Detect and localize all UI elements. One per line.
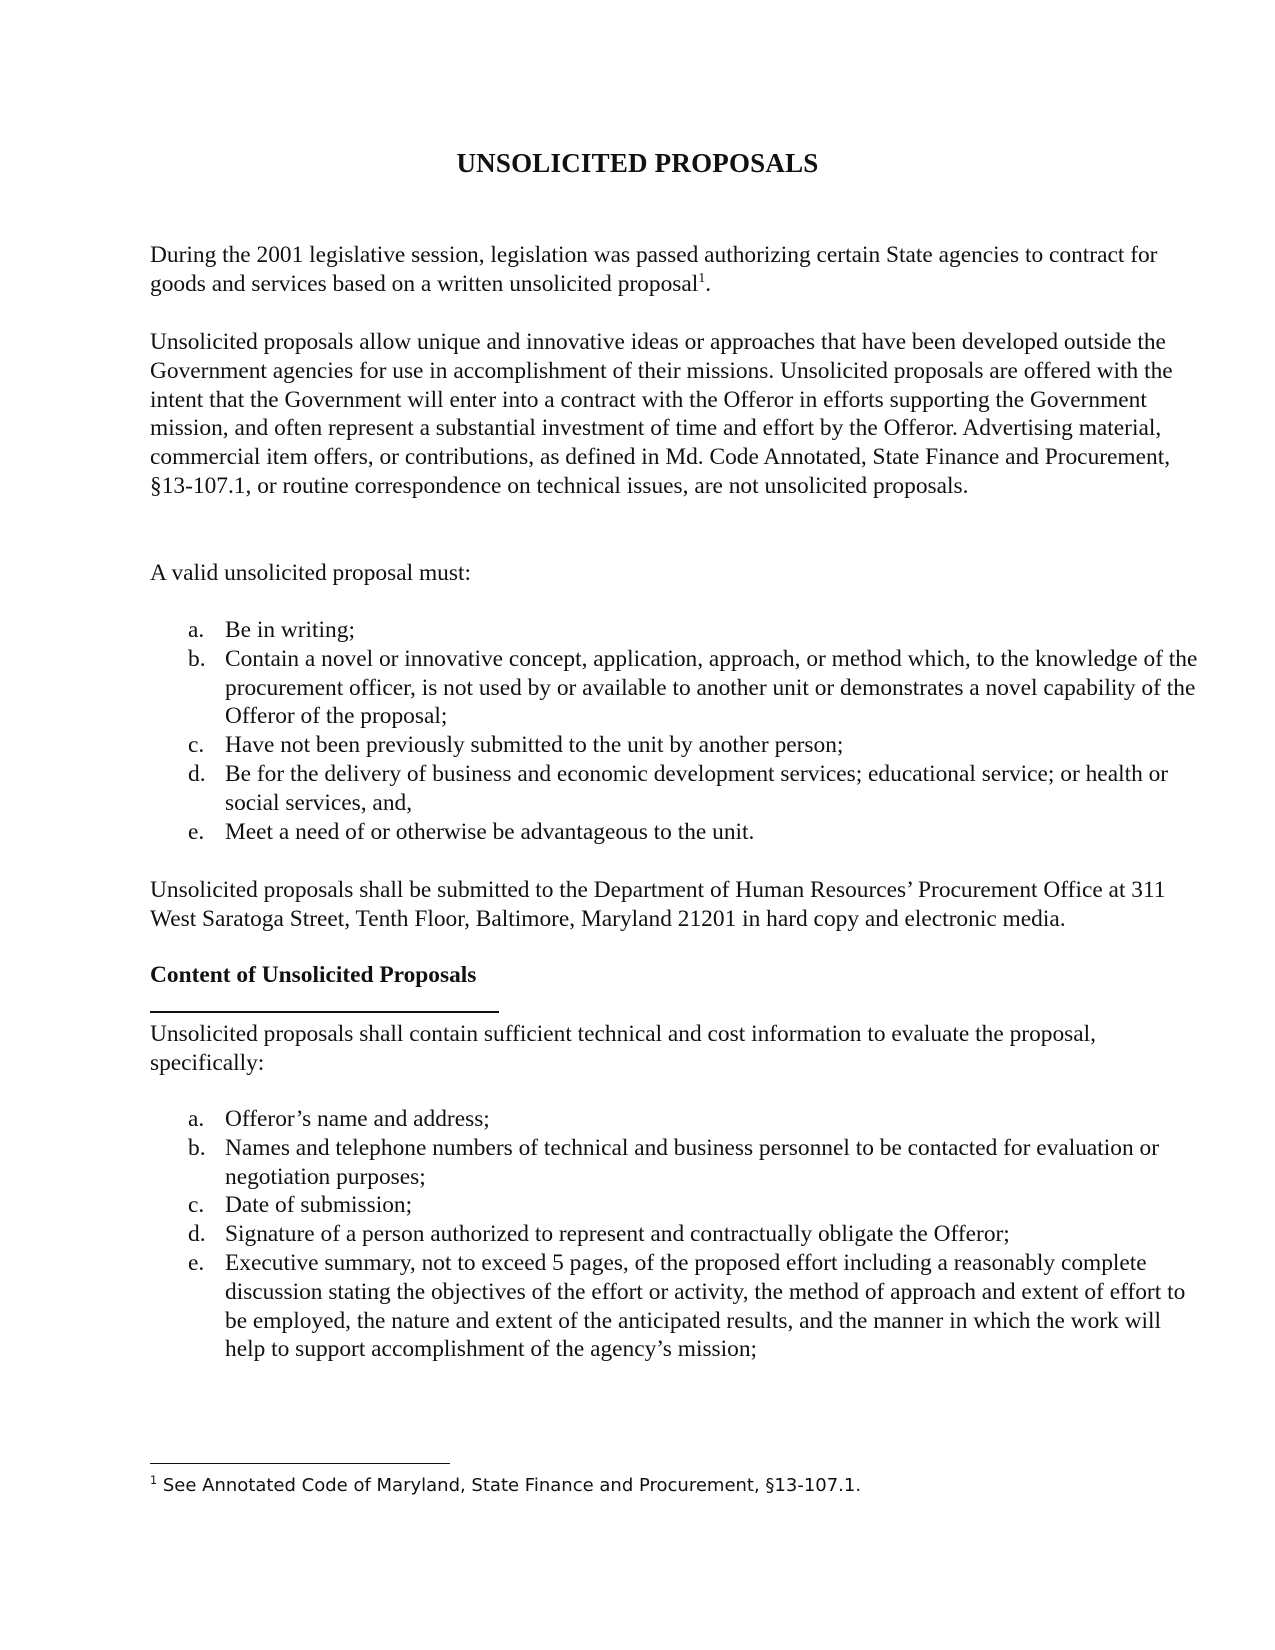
content-items-list — [150, 1105, 1205, 1364]
intro-paragraph — [150, 241, 1205, 299]
footnote-text: See Annotated Code of Maryland, State Finance and Procurement, §13-107.1. — [157, 1475, 862, 1496]
submission-paragraph — [150, 876, 1205, 934]
list-item — [150, 1249, 1205, 1364]
list-marker: c. — [188, 1192, 205, 1219]
list-marker: e. — [188, 818, 205, 845]
list-item-text: Meet a need of or otherwise be advantageous to the unit. — [225, 818, 755, 845]
list-item — [150, 1191, 1205, 1220]
list-item — [150, 645, 1205, 731]
footnote — [150, 1474, 861, 1498]
list-item-text: Have not been previously submitted to the unit by another person; — [225, 732, 844, 759]
list-marker: a. — [188, 617, 205, 643]
list-item — [150, 616, 1205, 645]
list-item-text: Signature of a person authorized to represent and contractually obligate the Offeror; — [225, 1221, 1010, 1248]
content-section-heading: Content of Unsolicited Proposals — [150, 962, 477, 988]
list-item-text: Date of submission; — [225, 1192, 413, 1219]
requirements-intro-text: A valid unsolicited proposal must: — [150, 560, 471, 586]
list-marker: b. — [188, 645, 206, 672]
heading-underline — [150, 1011, 499, 1013]
list-marker: c. — [188, 732, 205, 759]
document-title: UNSOLICITED PROPOSALS — [456, 148, 819, 178]
list-item — [150, 1220, 1205, 1249]
list-item-text: Be in writing; — [225, 617, 355, 643]
requirements-list — [150, 616, 1205, 846]
list-marker: a. — [188, 1106, 205, 1132]
list-marker: d. — [188, 760, 206, 787]
intro-end: . — [705, 270, 712, 297]
list-marker: d. — [188, 1221, 206, 1248]
list-item — [150, 818, 1205, 847]
list-item-text: Names and telephone numbers of technical and business personnel to be contacted for evaluation or negotiation purposes; — [225, 1134, 1160, 1190]
footnote-reference[interactable]: 1 — [698, 270, 706, 286]
description-paragraph — [150, 328, 1205, 501]
description-text: Unsolicited proposals allow unique and innovative ideas or approaches that have been developed outside the Government agencies for use in accomplishment of their missions. Unsolicited proposals are offered with the intent that the Government will enter into a contract with the Offeror in efforts supporting the Government mission, and often represent a substantial investment of time and effort by the Offeror. Advertising material, commercial item offers, or contributions, as defined in Md. Code Annotated, State Finance and Procurement, §13-107.1, or routine correspondence on technical issues, are not unsolicited proposals. — [150, 329, 1173, 499]
list-marker: b. — [188, 1134, 206, 1161]
list-item — [150, 1134, 1205, 1192]
requirements-intro — [150, 559, 1205, 588]
content-intro-text: Unsolicited proposals shall contain sufficient technical and cost information to evaluate the proposal, specifically: — [150, 1021, 1096, 1076]
list-item — [150, 760, 1205, 818]
list-item — [150, 731, 1205, 760]
footnote-separator — [150, 1463, 450, 1464]
intro-text: During the 2001 legislative session, legislation was passed authorizing certain State agencies to contract for goods and services based on a written unsolicited proposal — [150, 242, 1158, 297]
list-item-text: Offeror’s name and address; — [225, 1106, 490, 1132]
list-item-text: Be for the delivery of business and economic development services; educational service; or health or social services, and, — [225, 760, 1169, 816]
list-marker: e. — [188, 1249, 205, 1276]
list-item-text: Executive summary, not to exceed 5 pages, of the proposed effort including a reasonably complete discussion stating the objectives of the effort or activity, the method of approach and extent of effort to be employed, the nature and extent of the anticipated results, and the manner in which the work will help to support accomplishment of the agency’s mission; — [225, 1249, 1186, 1363]
footnote-number: 1 — [150, 1474, 158, 1487]
submission-text: Unsolicited proposals shall be submitted to the Department of Human Resources’ Procurement Office at 311 West Saratoga Street, Tenth Floor, Baltimore, Maryland 21201 in hard copy and electronic media. — [150, 877, 1166, 932]
list-item-text: Contain a novel or innovative concept, application, approach, or method which, to the knowledge of the procurement officer, is not used by or available to another unit or demonstrates a novel capability of the Offeror of the proposal; — [225, 645, 1198, 730]
content-intro-paragraph — [150, 1020, 1205, 1078]
list-item — [150, 1105, 1205, 1134]
